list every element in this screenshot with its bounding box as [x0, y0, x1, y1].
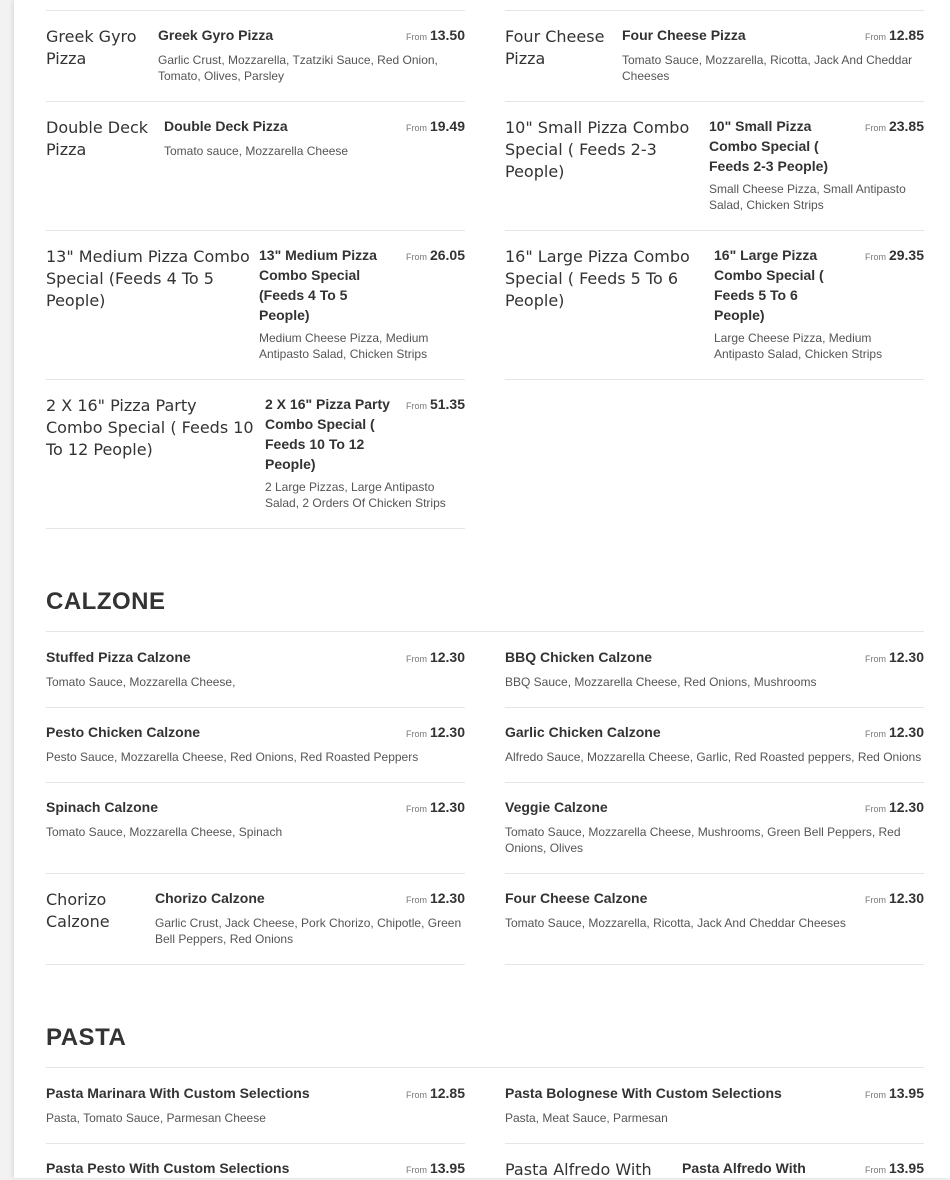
menu-item-pasta-pesto[interactable]: [46, 1143, 465, 1178]
item-description: Tomato sauce, Mozzarella Cheese: [164, 144, 349, 158]
item-description: Tomato Sauce, Mozzarella Cheese,: [46, 675, 236, 689]
item-name: 10" Small Pizza Combo Special ( Feeds 2-3 People): [709, 118, 829, 174]
item-price: From 12.30: [864, 724, 924, 740]
item-price: From 51.35: [405, 396, 465, 412]
menu-item-bbq-chicken-calzone[interactable]: [505, 632, 924, 708]
item-image: 10" Small Pizza Combo Special ( Feeds 2-3 People): [505, 118, 690, 181]
item-image: 13" Medium Pizza Combo Special (Feeds 4 To 5 People): [46, 247, 250, 310]
item-price: From 12.85: [864, 27, 924, 43]
item-description: Large Cheese Pizza, Medium Antipasto Salad, Chicken Strips: [714, 331, 883, 361]
item-price: From 13.95: [864, 1085, 924, 1101]
item-image: Four Cheese Pizza: [505, 27, 605, 68]
item-name: Pasta Alfredo With: [682, 1160, 806, 1176]
item-name: Four Cheese Pizza: [622, 27, 746, 43]
menu-item-veggie-calzone[interactable]: [505, 782, 924, 874]
item-price: From 12.85: [405, 1085, 465, 1101]
menu-item-double-deck-pizza[interactable]: [46, 101, 465, 231]
item-description: Medium Cheese Pizza, Medium Antipasto Salad, Chicken Strips: [259, 331, 429, 361]
item-name: Spinach Calzone: [46, 799, 159, 815]
menu-item-pasta-alfredo[interactable]: [505, 1143, 924, 1178]
item-price: From 13.50: [405, 27, 465, 43]
item-description: Pasta, Tomato Sauce, Parmesan Cheese: [46, 1111, 266, 1125]
item-description: Alfredo Sauce, Mozzarella Cheese, Garlic, Red Roasted peppers, Red Onions: [505, 750, 922, 764]
menu-item-16-large-pizza-combo[interactable]: [505, 230, 924, 380]
item-name: Pesto Chicken Calzone: [46, 724, 201, 740]
item-price: From 12.30: [405, 724, 465, 740]
item-price: From 26.05: [405, 247, 465, 263]
item-description: Tomato Sauce, Mozzarella Cheese, Spinach: [46, 825, 283, 839]
item-description: Pasta, Meat Sauce, Parmesan: [505, 1111, 668, 1125]
item-description: Garlic Crust, Jack Cheese, Pork Chorizo, Chipotle, Green Bell Peppers, Red Onions: [155, 916, 462, 946]
item-name: Chorizo Calzone: [155, 890, 265, 906]
menu-item-2x16-pizza-party-combo[interactable]: [46, 379, 465, 529]
menu-item-pesto-chicken-calzone[interactable]: [46, 707, 465, 783]
item-description: Garlic Crust, Mozzarella, Tzatziki Sauce, Red Onion, Tomato, Olives, Parsley: [158, 53, 438, 83]
menu-item-greek-gyro-pizza[interactable]: [46, 10, 465, 102]
item-description: BBQ Sauce, Mozzarella Cheese, Red Onions, Mushrooms: [505, 675, 817, 689]
item-description: Pesto Sauce, Mozzarella Cheese, Red Onions, Red Roasted Peppers: [46, 750, 419, 764]
item-price: From 19.49: [405, 118, 465, 134]
item-description: Tomato Sauce, Mozzarella, Ricotta, Jack And Cheddar Cheeses: [622, 53, 913, 83]
item-description: Small Cheese Pizza, Small Antipasto Salad, Chicken Strips: [709, 182, 906, 212]
menu-item-four-cheese-calzone[interactable]: [505, 873, 924, 965]
item-price: From 12.30: [864, 649, 924, 665]
item-name: BBQ Chicken Calzone: [505, 649, 653, 665]
section-title-pasta: PASTA: [46, 1024, 127, 1051]
item-name: Veggie Calzone: [505, 799, 608, 815]
menu-item-four-cheese-pizza[interactable]: [505, 10, 924, 102]
menu-item-pasta-marinara[interactable]: [46, 1068, 465, 1144]
menu-item-chorizo-calzone[interactable]: [46, 873, 465, 965]
item-name: 13" Medium Pizza Combo Special (Feeds 4 To 5 People): [259, 247, 377, 323]
item-price: From 13.95: [864, 1160, 924, 1176]
item-name: Greek Gyro Pizza: [158, 27, 274, 43]
section-title-calzone: CALZONE: [46, 588, 166, 615]
menu-item-spinach-calzone[interactable]: [46, 782, 465, 874]
item-name: 16" Large Pizza Combo Special ( Feeds 5 To 6 People): [714, 247, 824, 323]
item-image: Greek Gyro Pizza: [46, 27, 137, 68]
menu-item-13-medium-pizza-combo[interactable]: [46, 230, 465, 380]
menu-item-10-small-pizza-combo[interactable]: [505, 101, 924, 231]
item-description: 2 Large Pizzas, Large Antipasto Salad, 2 Orders Of Chicken Strips: [265, 480, 446, 510]
item-description: Tomato Sauce, Mozzarella, Ricotta, Jack And Cheddar Cheeses: [505, 916, 846, 930]
item-image: 16" Large Pizza Combo Special ( Feeds 5 To 6 People): [505, 247, 690, 310]
item-name: Double Deck Pizza: [164, 118, 288, 134]
item-price: From 12.30: [864, 890, 924, 906]
item-name: Pasta Bolognese With Custom Selections: [505, 1085, 782, 1101]
item-price: From 12.30: [405, 649, 465, 665]
item-name: Pasta Marinara With Custom Selections: [46, 1085, 310, 1101]
item-image: 2 X 16" Pizza Party Combo Special ( Feeds 10 To 12 People): [46, 396, 254, 459]
item-image: Double Deck Pizza: [46, 118, 149, 159]
menu-item-pasta-bolognese[interactable]: [505, 1068, 924, 1144]
item-price: From 29.35: [864, 247, 924, 263]
item-price: From 12.30: [864, 799, 924, 815]
item-price: From 12.30: [405, 799, 465, 815]
item-name: 2 X 16" Pizza Party Combo Special ( Feeds 10 To 12 People): [265, 396, 390, 472]
item-description: Tomato Sauce, Mozzarella Cheese, Mushrooms, Green Bell Peppers, Red Onions, Olives: [505, 825, 901, 855]
item-name: Stuffed Pizza Calzone: [46, 649, 191, 665]
item-name: Pasta Pesto With Custom Selections: [46, 1160, 290, 1176]
item-name: Four Cheese Calzone: [505, 890, 648, 906]
item-image: Pasta Alfredo With: [505, 1160, 652, 1178]
item-price: From 23.85: [864, 118, 924, 134]
item-price: From 13.95: [405, 1160, 465, 1176]
item-image: Chorizo Calzone: [46, 890, 110, 931]
menu-item-stuffed-pizza-calzone[interactable]: [46, 632, 465, 708]
item-name: Garlic Chicken Calzone: [505, 724, 661, 740]
item-price: From 12.30: [405, 890, 465, 906]
menu-item-garlic-chicken-calzone[interactable]: [505, 707, 924, 783]
